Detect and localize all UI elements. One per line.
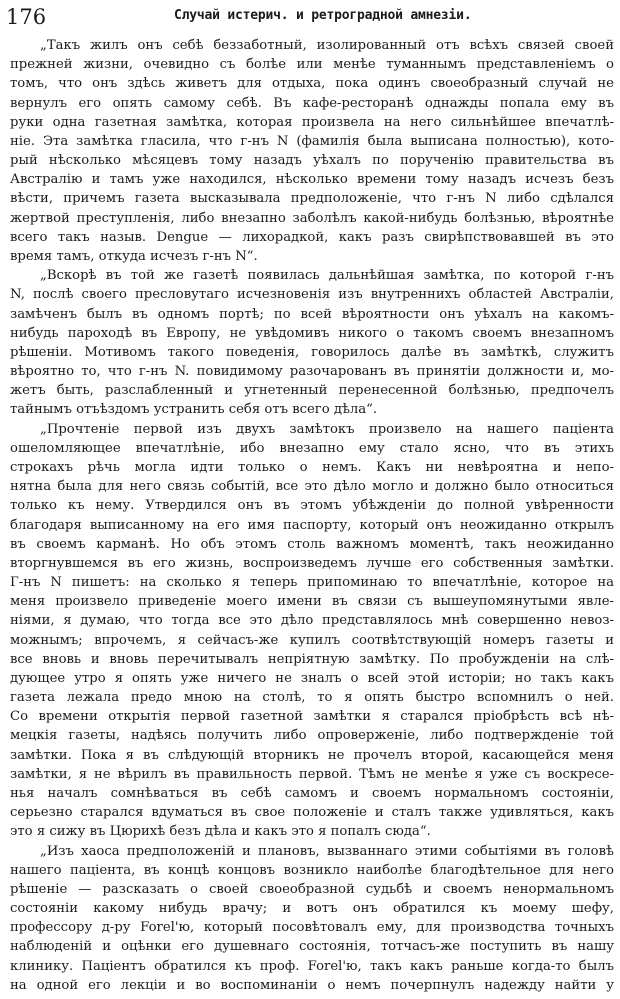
- text-line: ніе. Эта замѣтка гласила, что г-нъ N (фамилія была выписана полностью), кото-: [10, 133, 614, 149]
- text-line: наблюденій и оцѣнки его душевнаго состоянія, тотчасъ-же поступить въ нашу: [10, 939, 614, 955]
- text-line: состояніи какому нибудь врачу; и вотъ онъ обратился къ моему шефу,: [10, 901, 614, 917]
- text-line: нибудь пароходѣ въ Европу, не увѣдомивъ никого о такомъ своемъ внезапномъ: [10, 325, 614, 341]
- text-line: „Такъ жилъ онъ себѣ беззаботный, изолированный отъ всѣхъ связей своей: [40, 38, 614, 53]
- text-line: „Прочтеніе первой изъ двухъ замѣтокъ произвело на нашего паціента: [40, 421, 614, 437]
- text-line: въ своемъ карманѣ. Но объ этомъ столь важномъ моментѣ, такъ неожиданно: [10, 536, 614, 552]
- text-line: только къ нему. Утвердился онъ въ этомъ убѣжденіи до полной увѣренности: [10, 498, 614, 514]
- text-line: вѣроятно то, что г-нъ N. повидимому разочарованъ въ принятіи должности и, мо-: [10, 364, 614, 380]
- text-line: „Вскорѣ въ той же газетѣ появилась дальнѣйшая замѣтка, по которой г-нъ: [40, 268, 614, 284]
- text-line: нашего паціента, въ концѣ концовъ возникло наиболѣе благодѣтельное для него: [10, 862, 614, 878]
- text-line: всего такъ назыв. Dengue — лихорадкой, какъ разъ свирѣпствовавшей въ это: [10, 229, 614, 245]
- text-line: Г-нъ N пишетъ: на сколько я теперь припоминаю то впечатлѣніе, которое на: [10, 575, 614, 591]
- text-line: меня произвело приведеніе моего имени въ связи съ вышеупомянутыми явле-: [10, 594, 614, 610]
- text-line: замѣтки. Пока я въ слѣдующій вторникъ не прочелъ второй, касающейся меня: [10, 747, 614, 763]
- text-line: ошеломляющее впечатлѣніе, ибо внезапно ему стало ясно, что въ этихъ: [10, 440, 614, 456]
- text-line: жертвой преступленія, либо внезапно заболѣлъ какой-нибудь болѣзнью, вѣроятнѣе: [10, 210, 614, 226]
- text-line: газета лежала предо мною на столѣ, то я опять быстро вспомнилъ о ней.: [10, 690, 614, 706]
- text-line: замѣченъ былъ въ одномъ портѣ; по всей вѣроятности онъ уѣхалъ на какомъ-: [10, 306, 614, 322]
- text-line: серьезно старался вдуматься въ свое положеніе и сталъ также удивляться, какъ: [10, 805, 614, 821]
- text-line: это я сижу въ Цюрихѣ безъ дѣла и какъ это я попалъ сюда“.: [10, 824, 431, 840]
- text-line: дующее утро я опять уже ничего не зналъ о всей этой исторіи; но такъ какъ: [10, 670, 614, 686]
- text-line: на одной его лекціи и во воспоминаніи о немъ почерпнулъ надежду найти у: [10, 977, 614, 993]
- text-line: томъ, что онъ здѣсь живетъ для отдыха, пока одинъ своеобразный случай не: [10, 76, 614, 92]
- text-line: рѣшеніи. Мотивомъ такого поведенія, говорилось далѣе въ замѣткѣ, служитъ: [10, 344, 614, 360]
- text-line: Со времени открытія первой газетной замѣтки я старался пріобрѣсть всѣ нѣ-: [10, 709, 614, 725]
- text-line: все вновь и вновь перечитывалъ непріятную замѣтку. По пробужденіи на слѣ-: [10, 651, 614, 667]
- text-line: руки одна газетная замѣтка, которая произвела на него сильнѣйшее впечатлѣ-: [10, 114, 614, 130]
- text-line: строкахъ рѣчь могла идти только о немъ. Какъ ни невѣроятна и непо-: [10, 459, 614, 475]
- text-line: замѣтки, я не вѣрилъ въ правильность первой. Тѣмъ не менѣе я уже съ воскресе-: [10, 766, 614, 782]
- page-number: 176: [6, 5, 47, 29]
- text-line: время тамъ, откуда исчезъ г-нъ N“.: [10, 248, 258, 264]
- page-header: [6, 4, 616, 30]
- text-line: жетъ быть, разслабленный и угнетенный перенесенной болѣзнью, предпочелъ: [10, 383, 614, 399]
- text-line: ніями, я думаю, что тогда все это дѣло представлялось мнѣ совершенно невоз-: [10, 613, 614, 629]
- running-title: Случай истерич. и ретроградной амнезіи.: [174, 8, 472, 23]
- text-line: N, послѣ своего пресловутаго исчезновенія изъ внутреннихъ областей Австраліи,: [10, 287, 614, 303]
- text-line: вѣсти, причемъ газета высказывала предположеніе, что г-нъ N либо сдѣлался: [10, 191, 614, 207]
- text-line: профессору д-ру Forel'ю, который посовѣтовалъ ему, для производства точныхъ: [10, 920, 614, 936]
- text-line: тайнымъ отъѣздомъ устранить себя отъ всего дѣла“.: [10, 402, 378, 418]
- text-line: прежней жизни, очевидно съ болѣе или менѣе туманнымъ представленіемъ о: [10, 57, 614, 73]
- text-line: вернулъ его опять самому себѣ. Въ кафе-ресторанѣ однажды попала ему въ: [10, 95, 614, 111]
- text-line: можнымъ; впрочемъ, я сейчасъ-же купилъ соотвѣтствующій номеръ газеты и: [10, 632, 614, 648]
- text-line: рѣшеніе — разсказать о своей своеобразной судьбѣ и своемъ ненормальномъ: [10, 881, 614, 897]
- text-line: вторгнувшемся въ его жизнь, воспроизведемъ лучше его собственныя замѣтки.: [10, 555, 614, 571]
- text-line: Австралію и тамъ уже находился, нѣсколько времени тому назадъ исчезъ безъ: [10, 172, 614, 188]
- text-line: клинику. Паціентъ обратился къ проф. Forel'ю, такъ какъ раньше когда-то былъ: [10, 958, 614, 974]
- text-line: нья началъ сомнѣваться въ себѣ самомъ и своемъ нормальномъ состояніи,: [10, 786, 614, 802]
- text-line: мецкія газеты, надѣясь получить либо опроверженіе, либо подтвержденіе той: [10, 728, 614, 744]
- text-line: нятна была для него связь событій, все это дѣло могло и должно было относиться: [10, 479, 614, 495]
- text-line: благодаря выписанному на его имя паспорту, который онъ неожиданно открылъ: [10, 517, 614, 533]
- text-line: „Изъ хаоса предположеній и плановъ, вызваннаго этими событіями въ головѣ: [40, 843, 614, 859]
- text-line: рый нѣсколько мѣсяцевъ тому назадъ уѣхалъ по порученію правительства въ: [10, 153, 614, 169]
